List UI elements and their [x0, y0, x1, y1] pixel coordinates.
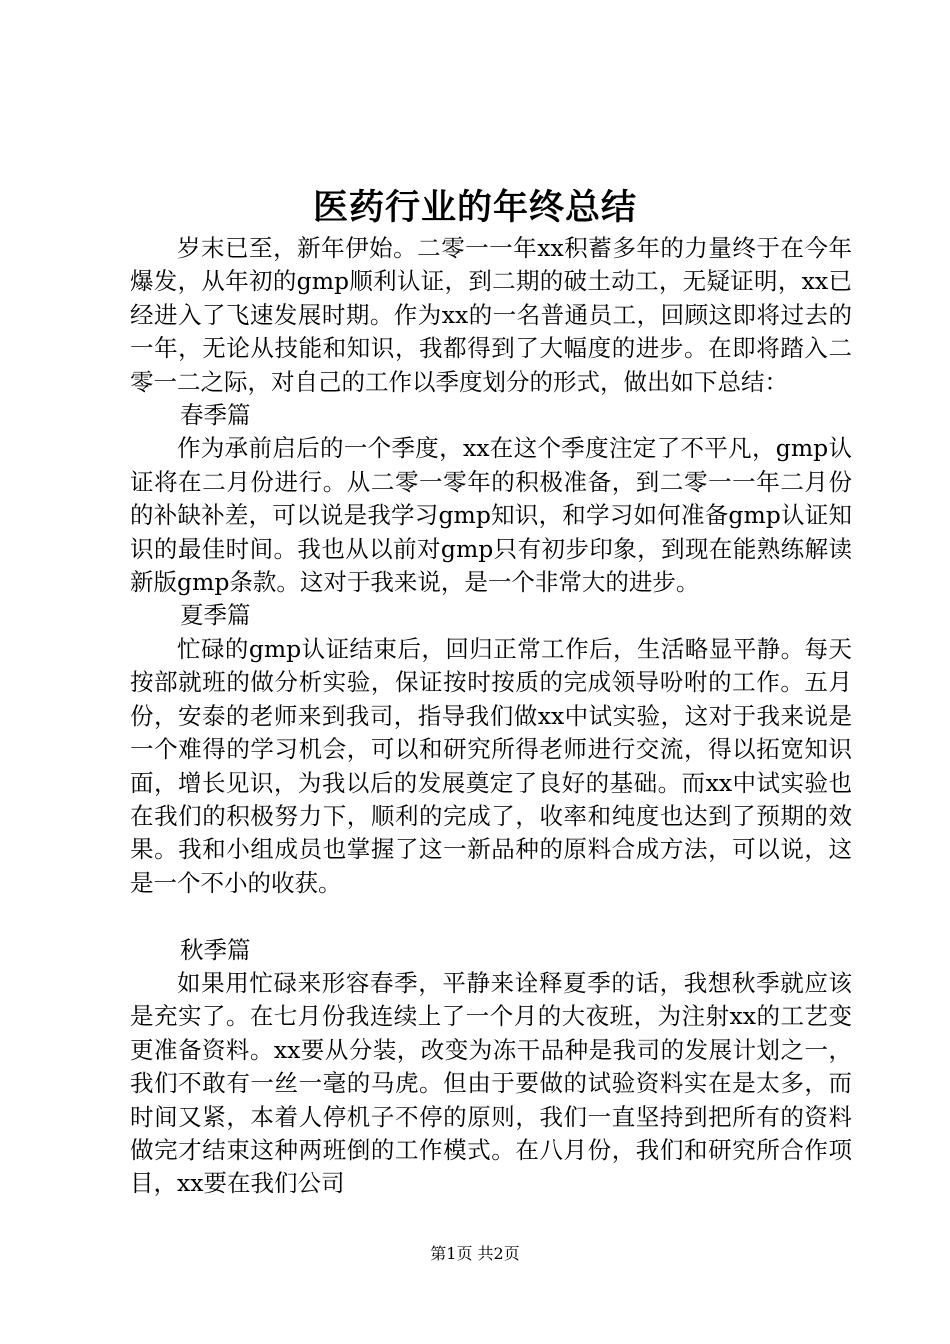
summer-paragraph: 忙碌的gmp认证结束后，回归正常工作后，生活略显平静。每天按部就班的做分析实验，保证按时按质的完成领导吩咐的工作。五月份，安泰的老师来到我司，指导我们做xx中试实验，这对于我来说是一个难得的学习机会，可以和研究所得老师进行交流，得以拓宽知识面，增长见识，为我以后的发展奠定了良好的基础。而xx中试实验也在我们的积极努力下，顺利的完成了，收率和纯度也达到了预期的效果。我和小组成员也掌握了这一新品种的原料合成方法，可以说，这是一个不小的收获。: [130, 634, 852, 897]
document-body: [130, 232, 852, 1201]
autumn-paragraph: 如果用忙碌来形容春季，平静来诠释夏季的话，我想秋季就应该是充实了。在七月份我连续上了一个月的大夜班，为注射xx的工艺变更准备资料。xx要从分装，改变为冻干品种是我司的发展计划之一，我们不敢有一丝一毫的马虎。但由于要做的试验资料实在是太多，而时间又紧，本着人停机子不停的原则，我们一直坚持到把所有的资料做完才结束这种两班倒的工作模式。在八月份，我们和研究所合作项目，xx要在我们公司: [130, 968, 852, 1198]
section-heading-spring: 春季篇: [180, 401, 251, 430]
section-heading-summer: 夏季篇: [180, 601, 251, 630]
page-number-footer: 第1页 共2页: [430, 1244, 520, 1263]
spring-paragraph: 作为承前启后的一个季度，xx在这个季度注定了不平凡，gmp认证将在二月份进行。从二零一零年的积极准备，到二零一一年二月份的补缺补差，可以说是我学习gmp知识，和学习如何准备gmp认证知识的最佳时间。我也从以前对gmp只有初步印象，到现在能熟练解读新版gmp条款。这对于我来说，是一个非常大的进步。: [130, 434, 852, 597]
intro-paragraph: 岁末已至，新年伊始。二零一一年xx积蓄多年的力量终于在今年爆发，从年初的gmp顺利认证，到二期的破土动工，无疑证明，xx已经进入了飞速发展时期。作为xx的一名普通员工，回顾这即将过去的一年，无论从技能和知识，我都得到了大幅度的进步。在即将踏入二零一二之际，对自己的工作以季度划分的形式，做出如下总结：: [130, 234, 852, 396]
section-heading-autumn: 秋季篇: [180, 935, 251, 964]
document-title: 医药行业的年终总结: [312, 187, 637, 228]
